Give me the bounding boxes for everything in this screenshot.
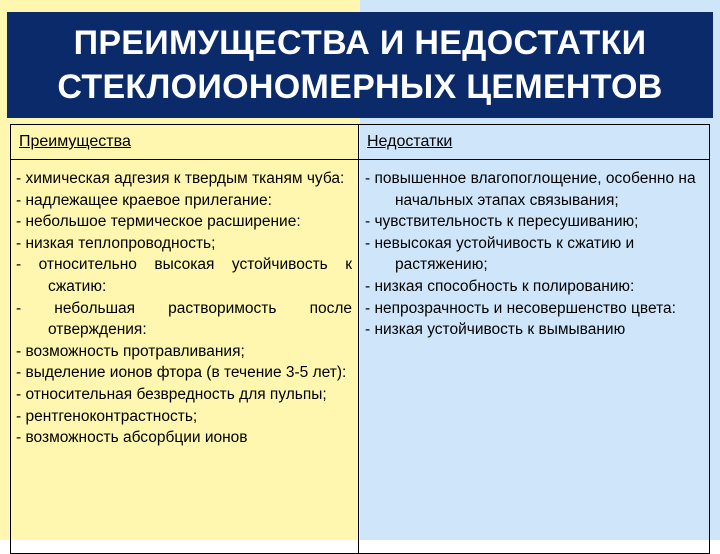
table-header-row xyxy=(11,125,709,160)
list-item: - выделение ионов фтора (в течение 3-5 лет): xyxy=(16,364,347,382)
list-item: - небольшое термическое расширение: xyxy=(16,213,301,231)
list-item: - непрозрачность и несовершенство цвета: xyxy=(365,299,676,317)
comparison-table xyxy=(10,124,710,554)
list-item: - возможность протравливания; xyxy=(16,342,245,360)
list-item: - чувствительность к пересушиванию; xyxy=(365,213,639,231)
advantages-cell xyxy=(11,160,359,553)
list-item: - небольшая растворимость после отверждения: xyxy=(16,299,352,339)
disadvantages-list xyxy=(359,160,709,341)
list-item: - повышенное влагопоглощение, особенно на начальных этапах связывания; xyxy=(365,170,696,209)
disadvantages-header-cell xyxy=(359,125,709,159)
list-item: - относительная безвредность для пульпы; xyxy=(16,385,327,403)
list-item: - низкая способность к полированию: xyxy=(365,277,635,295)
list-item: - возможность абсорбции ионов xyxy=(16,429,248,447)
title-band xyxy=(7,12,713,118)
list-item: - невысокая устойчивость к сжатию и растяжению; xyxy=(365,234,635,274)
disadvantages-cell xyxy=(359,160,709,553)
page-title-line-2: СТЕКЛОИОНОМЕРНЫХ ЦЕМЕНТОВ xyxy=(57,68,663,106)
list-item: - химическая адгезия к твердым тканям чуба: xyxy=(16,170,345,187)
advantages-header: Преимущества xyxy=(19,133,131,150)
advantages-list xyxy=(11,160,358,449)
list-item: - надлежащее краевое прилегание: xyxy=(16,191,272,209)
table-body-row xyxy=(11,160,709,553)
list-item: - низкая устойчивость к вымыванию xyxy=(365,321,626,339)
list-item: - рентгеноконтрастность; xyxy=(16,407,198,425)
page-title-line-1: ПРЕИМУЩЕСТВА И НЕДОСТАТКИ xyxy=(73,24,647,62)
disadvantages-header: Недостатки xyxy=(367,133,453,150)
advantages-header-cell xyxy=(11,125,359,159)
list-item: - низкая теплопроводность; xyxy=(16,234,216,252)
list-item: - относительно высокая устойчивость к сжатию: xyxy=(16,256,352,295)
